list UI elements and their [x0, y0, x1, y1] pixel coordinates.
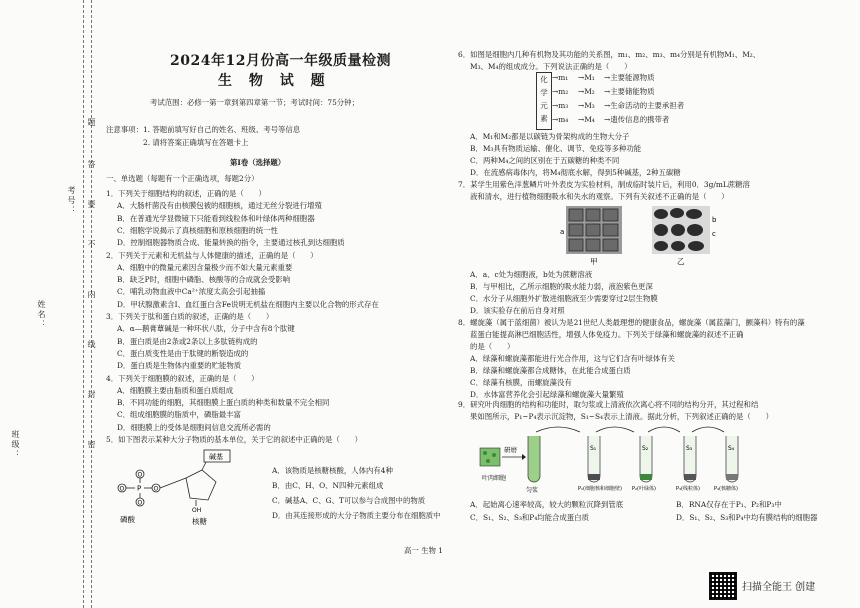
question-5-option: C．碱基A、C、G、T可以参与合成图中的物质 — [272, 496, 426, 505]
figure-jia-label: 甲 — [590, 257, 598, 266]
s4-label: S₄ — [728, 445, 735, 452]
question-1-option: B．在普通光学显微镜下只能看到线粒体和叶绿体两种细胞器 — [117, 213, 315, 223]
question-9-option: C．S₁、S₂、S₃和P₄均能合成蛋白质 — [470, 513, 589, 522]
page-footer: 高一 生物 1 — [404, 546, 443, 555]
q6-function: →主要储能物质 — [604, 87, 655, 96]
qr-code-icon — [709, 572, 737, 600]
margin-char-3: 要 — [87, 200, 96, 210]
margin-char-8: 密 — [87, 440, 96, 450]
question-7-option: B．与甲相比，乙所示细胞的吸水能力弱，液泡紫色更深 — [470, 282, 653, 291]
oxygen-label-bottom: O — [137, 499, 143, 507]
question-7-option: D．该实验存在前后自身对照 — [470, 306, 565, 315]
notice-2: 2. 请将答案正确填写在答题卡上 — [143, 138, 249, 147]
question-3-option: B．蛋白质是由2条或2条以上多肽链构成的 — [117, 336, 258, 346]
question-6-option: A．M₁和M₂都是以碳链为骨架构成的生物大分子 — [470, 132, 630, 141]
homogenate-tube — [528, 436, 540, 482]
question-4-option: B．不同功能的细胞，其细胞膜上蛋白质的种类和数量不完全相同 — [117, 398, 330, 408]
label-a: a — [560, 228, 565, 236]
q8-stem-1: 8．螺旋藻（属于蓝细菌）被认为是21世纪人类最理想的健康食品，螺旋藻（属蓝藻门，颤藻科）特有的藻 — [458, 318, 805, 327]
exam-range: 考试范围：必修一第一章到第四章第一节；考试时间：75分钟； — [150, 98, 359, 107]
question-5-stem: 5．如下图表示某种大分子物质的基本单位，关于它的叙述中正确的是（ ） — [106, 435, 362, 444]
q7-stem-1: 7．某学生用紫色洋葱鳞片叶外表皮为实验材料，制成临时装片后，利用0．3g/mL蔗糖溶 — [458, 180, 750, 189]
q8-stem-3: 的是（ ） — [470, 342, 515, 351]
question-7-option: A．a、c处为细胞液，b处为蔗糖溶液 — [470, 270, 593, 279]
scanner-watermark: 扫描全能王 创建 — [742, 582, 816, 593]
label-b: b — [712, 216, 717, 224]
margin-char-7: 封 — [87, 390, 96, 400]
question-9-option: D．S₁、S₂、S₃和P₄中均有膜结构的细胞器 — [676, 513, 818, 522]
figure-yi-label: 乙 — [677, 257, 685, 266]
question-3-option: D．蛋白质是生物体内重要的贮能物质 — [117, 361, 242, 371]
question-9-option: B．RNA仅存在于P₁、P₂和P₃中 — [676, 500, 782, 509]
question-4-stem: 4．下列关于细胞膜的叙述，正确的是（ ） — [106, 373, 259, 383]
oxygen-label-left: O — [119, 485, 125, 493]
q8-stem-2: 蓝蛋白能提高淋巴细胞活性，增强人体免疫力。下列关于绿藻和螺旋藻的叙述不正确 — [470, 330, 744, 339]
leaf-cells-label: 叶肉细胞 — [482, 475, 507, 482]
question-5-option: B．由C、H、O、N四种元素组成 — [272, 481, 384, 490]
q6-monomer: →m₄ — [552, 115, 569, 124]
question-3-stem: 3．下列关于肽和蛋白质的叙述，正确的是（ ） — [106, 312, 274, 321]
question-6-option: B．M₃具有物质运输、催化、调节、免疫等多种功能 — [470, 144, 642, 153]
q6-function: →主要能源物质 — [604, 73, 655, 82]
q6-macromolecule: →M₂ — [578, 87, 595, 96]
s3-label: S₃ — [686, 445, 693, 452]
p4-label: P₄(核糖体) — [714, 486, 738, 492]
question-4-option: D．细胞膜上的受体是细胞间信息交流所必需的 — [117, 422, 271, 432]
q6-stem-2: M₃、M₄的组成成分。下列说法正确的是（ ） — [470, 62, 632, 71]
p3-label: P₃(线粒体) — [676, 486, 700, 492]
q6-monomer: →m₂ — [552, 87, 569, 96]
kaohao-label: 考号： — [67, 186, 76, 216]
question-9-option: A．起始离心速率较高，较大的颗粒沉降到管底 — [470, 500, 624, 509]
question-8-option: D．水体富营养化会引起绿藻和螺旋藻大量繁殖 — [470, 390, 624, 399]
q6-macromolecule: →M₁ — [578, 73, 595, 82]
question-2-option: C．哺乳动物血液中Ca²⁺浓度太高会引起抽搐 — [117, 287, 266, 297]
question-2-stem: 2．下列关于元素和无机盐与人体健康的描述，正确的是（ ） — [106, 250, 318, 260]
p1-label: P₁(细胞核和细胞壁) — [578, 486, 622, 492]
part-intro: 一、单选题（每题有一个正确选项，每题2分） — [106, 174, 259, 183]
question-1-option: C．细胞学说揭示了真核细胞和原核细胞的统一性 — [117, 225, 278, 235]
question-1-option: D．控制细胞器物质合成、能量转换的指令，主要通过核孔到达细胞质 — [117, 238, 345, 248]
q6-monomer: →m₃ — [552, 101, 569, 110]
nucleotide-figure — [108, 448, 268, 526]
phosphate-label: 磷酸 — [120, 515, 135, 524]
question-2-option: A．细胞中的微量元素因含量极少而不如大量元素重要 — [117, 262, 293, 272]
q6-stem-1: 6．如图是细胞内几种有机物及其功能的关系图，m₁、m₂、m₃、m₄分别是有机物M₁、M₂、 — [458, 50, 761, 59]
oxygen-label-top: O — [137, 471, 143, 479]
question-4-option: C．组成细胞膜的脂质中，磷脂最丰富 — [117, 410, 241, 420]
notice-1: 注意事项：1. 答题前填写好自己的姓名、班级、考号等信息 — [106, 125, 301, 134]
label-c: c — [712, 230, 716, 238]
question-8-option: C．绿藻有核膜，而螺旋藻没有 — [470, 378, 572, 387]
homogenate-label: 匀浆 — [526, 487, 539, 494]
exam-subtitle: 生 物 试 题 — [218, 73, 331, 89]
question-2-option: D．甲状腺激素含I、血红蛋白含Fe说明无机盐在细胞内主要以化合物的形式存在 — [117, 299, 379, 309]
margin-char-1: 题 — [87, 118, 96, 128]
question-8-option: A．绿藻和螺旋藻都能进行光合作用，这与它们含有叶绿体有关 — [470, 354, 675, 363]
q9-stem-2: 果如图所示，P₁~P₄表示沉淀物，S₁~S₄表示上清液。据此分析，下列叙述正确的是（ ） — [470, 412, 773, 421]
s2-label: S₂ — [642, 445, 649, 452]
ribose-label: 核糖 — [192, 517, 207, 526]
question-8-option: B．绿藻和螺旋藻都合成糖体，在此能合成蛋白质 — [470, 366, 631, 375]
question-6-option: C．两种M₄之间的区别在于五碳糖的种类不同 — [470, 156, 620, 165]
margin-char-4: 不 — [87, 240, 96, 250]
phosphorus-label: P — [137, 484, 142, 493]
banji-label: 班级： — [11, 430, 20, 460]
q6-function: →生命活动的主要承担者 — [604, 101, 685, 110]
base-label: 碱基 — [209, 453, 223, 461]
centrifuge-figure — [478, 424, 748, 496]
question-3-option: C．蛋白质变性是由于肽键的断裂造成的 — [117, 348, 249, 358]
q6-macromolecule: →M₃ — [578, 101, 595, 110]
question-6-option: D．在流感病毒体内，将M₄彻底水解，得到5种碱基，2种五碳糖 — [470, 168, 681, 177]
chemical-elements-box: 化学元素 — [536, 72, 552, 130]
margin-char-6: 线 — [87, 340, 96, 350]
section-heading: 第Ⅰ卷（选择题） — [230, 158, 286, 167]
oxygen-label-right: O — [153, 485, 159, 493]
xingming-label: 姓名： — [37, 300, 46, 330]
grind-label: 研磨 — [504, 446, 517, 454]
q7-micrographs — [560, 204, 720, 266]
binding-line-outer — [83, 0, 84, 608]
margin-char-2: 答 — [87, 160, 96, 170]
oh-label: OH — [192, 507, 202, 514]
exam-title: 2024年12月份高一年级质量检测 — [170, 53, 391, 69]
question-4-option: A．细胞膜主要由脂质和蛋白质组成 — [117, 385, 234, 395]
q9-stem-1: 9．研究叶肉细胞的结构和功能时，取匀浆或上清液依次离心将不同的结构分开，其过程和结 — [458, 400, 759, 409]
question-2-option: B．缺乏P时，细胞中磷脂、核酸等的合成就会受影响 — [117, 275, 290, 285]
p2-label: P₂(叶绿体) — [632, 486, 656, 492]
leaf-cells-icon — [480, 448, 500, 466]
question-3-option: A．α—鹅膏蕈碱是一种环状八肽，分子中含有8个肽键 — [117, 324, 295, 334]
binding-line-inner — [91, 0, 92, 608]
margin-char-5: 内 — [87, 290, 96, 300]
s1-label: S₁ — [590, 445, 597, 452]
question-1-stem: 1．下列关于细胞结构的叙述，正确的是（ ） — [106, 189, 266, 198]
question-5-option: D．由其连接形成的大分子物质主要分布在细胞质中 — [272, 511, 441, 520]
question-7-option: C．水分子从细胞外扩散进细胞液至少需要穿过2层生物膜 — [470, 294, 658, 303]
q7-stem-2: 液和清水，进行植物细胞吸水和失水的观察。下列有关叙述不正确的是（ ） — [470, 192, 729, 201]
question-1-option: A．大肠杆菌没有由核膜包被的细胞核，通过无丝分裂进行增殖 — [117, 201, 322, 211]
q6-monomer: →m₁ — [552, 73, 569, 82]
q6-function: →遗传信息的携带者 — [604, 115, 670, 124]
q6-macromolecule: →M₄ — [578, 115, 595, 124]
question-5-option: A．该物质是核糖核酸，人体内有4种 — [272, 466, 393, 475]
